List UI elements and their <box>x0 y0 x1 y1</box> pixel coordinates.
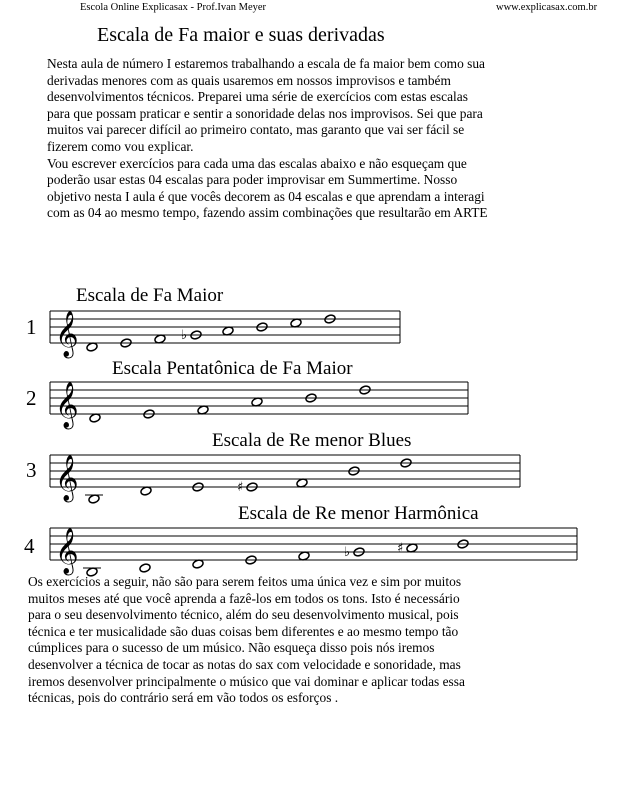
intro-line: com as 04 ao mesmo tempo, fazendo assim combinações que resultarão em ARTE <box>47 205 488 221</box>
staff-1-title: Escala de Fa Maior <box>76 285 224 306</box>
staff-2-title: Escala Pentatônica de Fa Maior <box>112 358 353 379</box>
closing-line: técnica e ter musicalidade são duas coisas bem diferentes e ao mesmo tempo tão <box>28 623 459 639</box>
closing-paragraph <box>28 574 548 707</box>
intro-line: derivadas menores com as quais usaremos em nossos improvisos e também <box>47 72 451 88</box>
closing-line: muitos meses até que você aprenda a fazê-los em todos os tons. Isto é necessário <box>28 590 460 606</box>
intro-line: Nesta aula de número I estaremos trabalhando a escala de fa maior bem como sua <box>47 56 485 71</box>
staff-3-number: 3 <box>26 458 37 482</box>
intro-line: Vou escrever exercícios para cada uma das escalas abaixo e não esqueçam que <box>47 155 467 171</box>
intro-line: para que possam praticar e sentir a sonoridade delas nos improvisos. Sei que para <box>47 105 483 121</box>
sharp-icon: ♯ <box>397 541 404 556</box>
staff-4-title: Escala de Re menor Harmônica <box>238 503 479 524</box>
closing-line: cúmplices para o sucesso de um músico. Não esqueça disso pois nós iremos <box>28 640 435 656</box>
intro-line: muitos vai parecer difícil ao primeiro contato, mas garanto que vai ser fácil se <box>47 122 465 138</box>
closing-line: Os exercícios a seguir, não são para serem feitos uma única vez e sim por muitos <box>28 574 462 589</box>
treble-clef-icon: 𝄞 <box>55 311 79 357</box>
header-course: Escola Online Explicasax - Prof.Ivan Meyer <box>80 2 267 13</box>
page-title: Escala de Fa maior e suas derivadas <box>97 24 385 46</box>
flat-icon: ♭ <box>344 545 351 560</box>
treble-clef-icon: 𝄞 <box>55 382 79 428</box>
intro-line: objetivo nesta I aula é que vocês decorem as 04 escalas e que aprendam a interagi <box>47 188 485 204</box>
closing-line: para o seu desenvolvimento técnico, além do seu desenvolvimento musical, pois <box>28 607 459 623</box>
closing-line: técnicas, pois do contrário será em vão todos os esforços . <box>28 690 339 706</box>
closing-line: iremos desenvolver principalmente o músico que vai dominar e aplicar todas essa <box>28 673 465 689</box>
staff-4-number: 4 <box>24 534 35 558</box>
intro-line: fizerem como vou explicar. <box>47 138 194 154</box>
staff-2-number: 2 <box>26 386 37 410</box>
closing-line: desenvolver a técnica de tocar as notas do sax com velocidade e sonoridade, mas <box>28 656 461 672</box>
treble-clef-icon: 𝄞 <box>55 455 79 501</box>
flat-icon: ♭ <box>181 328 188 343</box>
staff-3-title: Escala de Re menor Blues <box>212 430 412 451</box>
intro-line: poderão usar estas 04 escalas para poder improvisar em Summertime. Nosso <box>47 172 458 188</box>
header-website: www.explicasax.com.br <box>496 2 598 13</box>
sharp-icon: ♯ <box>237 480 244 495</box>
treble-clef-icon: 𝄞 <box>55 528 79 574</box>
staff-1-number: 1 <box>26 315 37 339</box>
whole-note <box>139 563 151 573</box>
intro-line: desenvolvimentos técnicos. Preparei uma série de exercícios com estas escalas <box>47 89 468 105</box>
